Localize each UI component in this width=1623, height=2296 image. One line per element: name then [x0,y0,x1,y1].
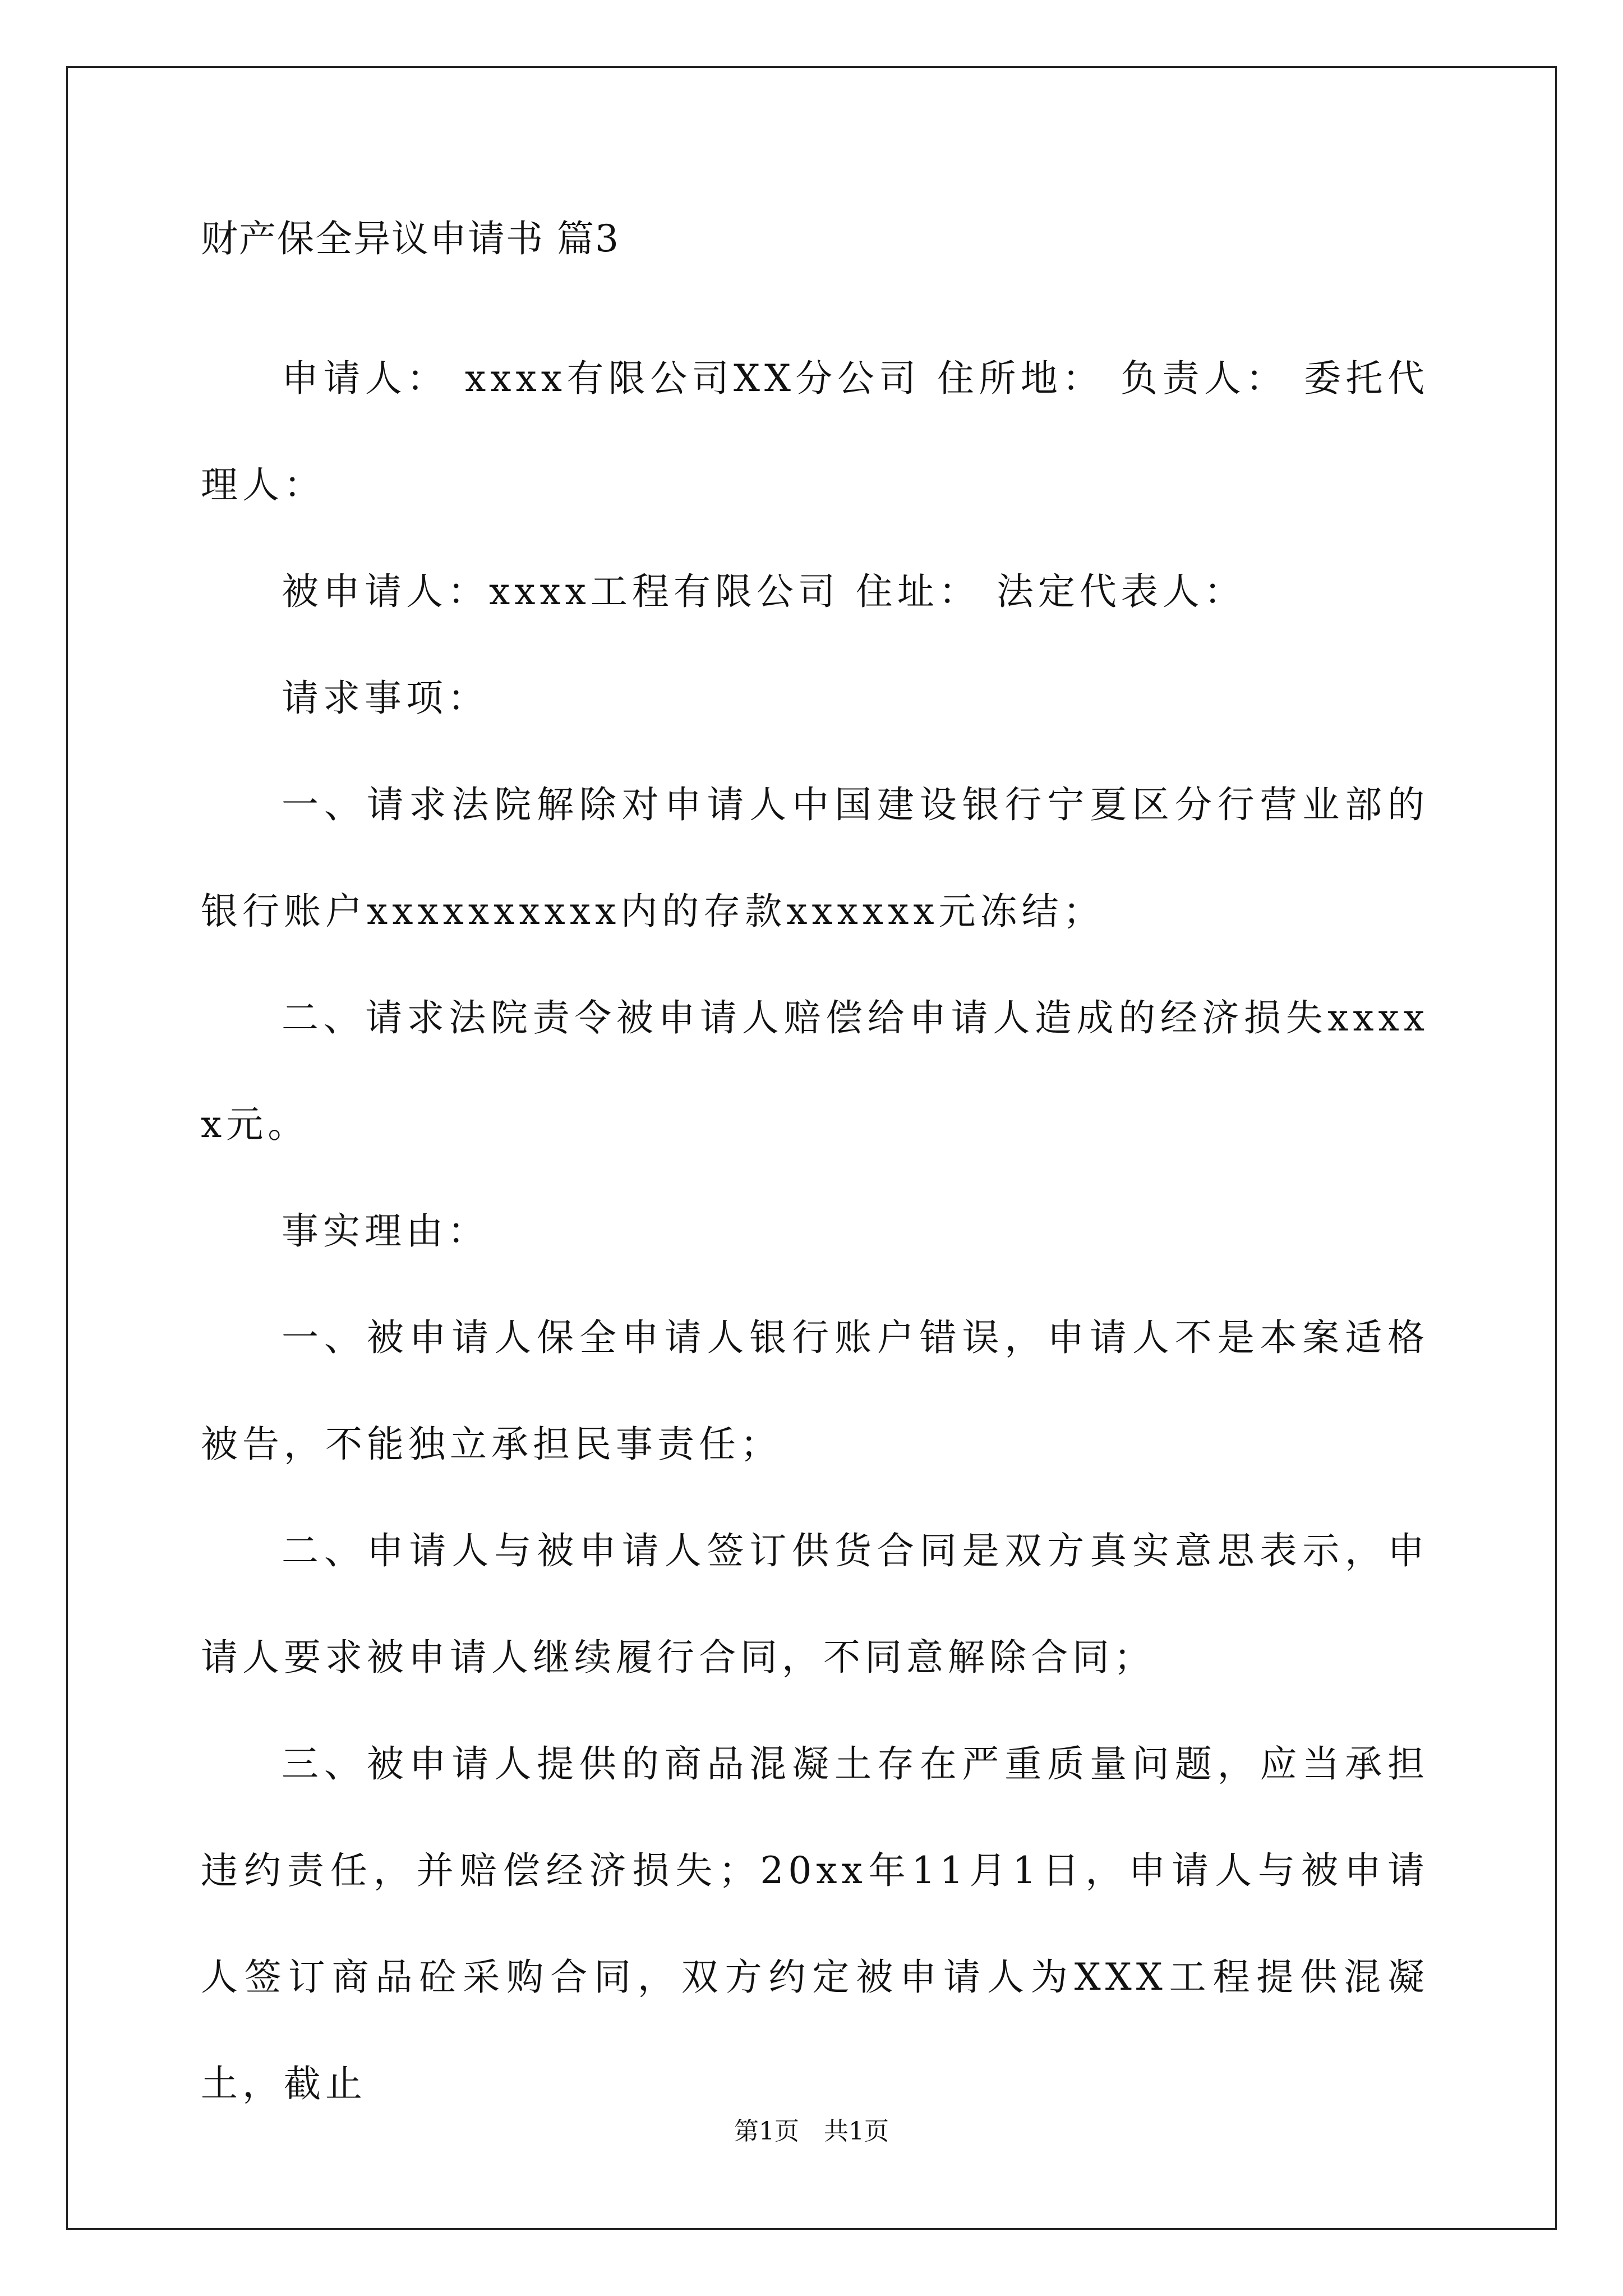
document-title: 财产保全异议申请书 篇3 [201,217,620,260]
paragraph-fact-1: 一、被申请人保全申请人银行账户错误，申请人不是本案适格被告，不能独立承担民事责任； [201,1316,1429,1466]
paragraph-fact-2: 二、申请人与被申请人签订供货合同是双方真实意思表示，申请人要求被申请人继续履行合同，不同意解除合同； [201,1529,1429,1679]
paragraph-facts-heading: 事实理由： [282,1209,489,1253]
document-body [201,219,1429,2137]
paragraph-respondent: 被申请人：xxxx工程有限公司 住址： 法定代表人： [282,570,1246,613]
paragraph-claims-heading: 请求事项： [282,677,489,720]
paragraph-claim-2: 二、请求法院责令被申请人赔偿给申请人造成的经济损失xxxxx元。 [201,996,1429,1146]
paragraph-fact-3: 三、被申请人提供的商品混凝土存在严重质量问题，应当承担违约责任，并赔偿经济损失；20xx年11月1日，申请人与被申请人签订商品砼采购合同，双方约定被申请人为XXX工程提供混凝土，截止 [201,1742,1429,2105]
paragraph-claim-1: 一、请求法院解除对申请人中国建设银行宁夏区分行营业部的银行账户xxxxxxxxxx内的存款xxxxxx元冻结； [201,783,1429,933]
page-footer: 第1页 共1页 [734,2117,889,2146]
paragraph-applicant: 申请人： xxxx有限公司XX分公司 住所地： 负责人： 委托代理人： [201,357,1429,507]
